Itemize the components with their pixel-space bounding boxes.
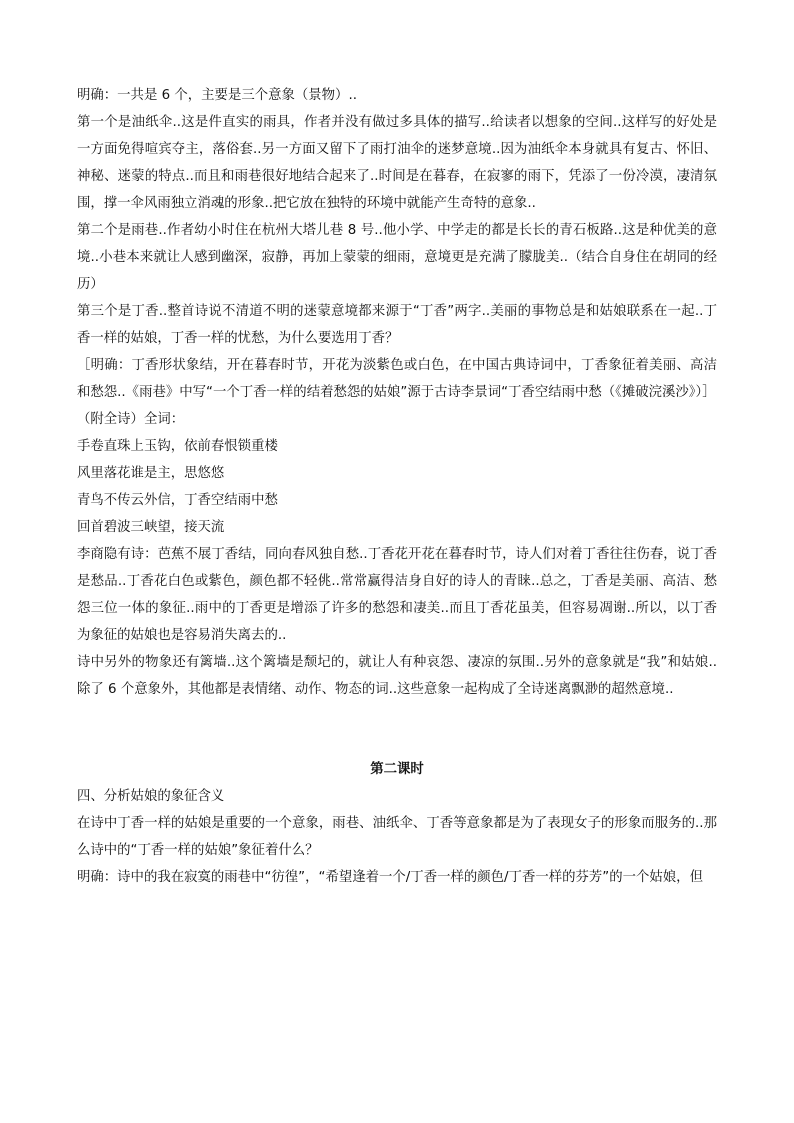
section-heading: 第二课时 <box>370 762 424 777</box>
paragraph-li-shangyin: 李商隐有诗：芭蕉不展丁香结，同向春风独自愁..丁香花开花在暮春时节，诗人们对着丁香往往伤春，说丁香是愁品..丁香花白色或紫色，颜色都不轻佻..常常赢得洁身自好的诗人的青睐..总之，丁香是美丽、高洁、愁怨三位一体的象征..雨中的丁香更是增添了许多的愁怨和凄美..而且丁香花虽美，但容易凋谢..所以，以丁香为象征的姑娘也是容易消失离去的.. <box>77 547 717 643</box>
poem-line: 青鸟不传云外信，丁香空结雨中愁 <box>77 493 278 508</box>
paragraph-girl-answer: 明确：诗中的我在寂寞的雨巷中“彷徨”，“希望逢着一个/丁香一样的颜色/丁香一样的芬芳”的一个姑娘，但 <box>77 870 703 885</box>
paragraph-full-poem-label: （附全诗）全词： <box>77 412 185 427</box>
paragraph-oil-paper-umbrella: 第一个是油纸伞..这是件直实的雨具，作者并没有做过多具体的描写..给读者以想象的空间..这样写的好处是一方面免得喧宾夺主，落俗套..另一方面又留下了雨打油伞的迷梦意境..因为油纸伞本身就具有复古、怀旧、神秘、迷蒙的特点..而且和雨巷很好地结合起来了..时间是在暮春，在寂寥的雨下，凭添了一份冷漠，凄清氛围，撑一伞风雨独立消魂的形象..把它放在独特的环境中就能产生奇特的意象.. <box>77 115 717 211</box>
paragraph-answer-intro: 明确：一共是 6 个，主要是三个意象（景物）.. <box>77 88 357 103</box>
paragraph-lilac: 第三个是丁香..整首诗说不清道不明的迷蒙意境都来源于“丁香”两字..美丽的事物总是和姑娘联系在一起..丁香一样的姑娘，丁香一样的忧愁，为什么要选用丁香？ <box>77 304 717 346</box>
section-spacer <box>77 703 717 756</box>
poem-line: 风里落花谁是主，思悠悠 <box>77 466 225 481</box>
paragraph-other-images: 诗中另外的物象还有篱墙..这个篱墙是颓圮的，就让人有种哀怨、凄凉的氛围..另外的意象就是“我”和姑娘..除了 6 个意象外，其他都是表情绪、动作、物态的词..这些意象一起构成了全诗迷离飘渺的超然意境.. <box>77 655 717 697</box>
paragraph-lilac-answer: ［明确：丁香形状象结，开在暮春时节，开花为淡紫色或白色，在中国古典诗词中，丁香象征着美丽、高洁和愁怨..《雨巷》中写“一个丁香一样的结着愁怨的姑娘”源于古诗李景词“丁香空结雨中愁（《摊破浣溪沙》）］ <box>77 358 717 400</box>
paragraph-section-four-title: 四、分析姑娘的象征含义 <box>77 789 225 804</box>
paragraph-girl-symbol: 在诗中丁香一样的姑娘是重要的一个意象，雨巷、油纸伞、丁香等意象都是为了表现女子的形象而服务的..那么诗中的“丁香一样的姑娘”象征着什么？ <box>77 816 717 858</box>
poem-line: 回首碧波三峡望，接天流 <box>77 520 225 535</box>
document-body <box>77 82 717 891</box>
paragraph-rain-alley: 第二个是雨巷..作者幼小时住在杭州大塔儿巷 8 号..他小学、中学走的都是长长的青石板路..这是种优美的意境..小巷本来就让人感到幽深，寂静，再加上蒙蒙的细雨，意境更是充满了朦胧美..（结合自身住在胡同的经历） <box>77 223 717 292</box>
poem-line: 手卷直珠上玉钩，依前春恨锁重楼 <box>77 439 278 454</box>
